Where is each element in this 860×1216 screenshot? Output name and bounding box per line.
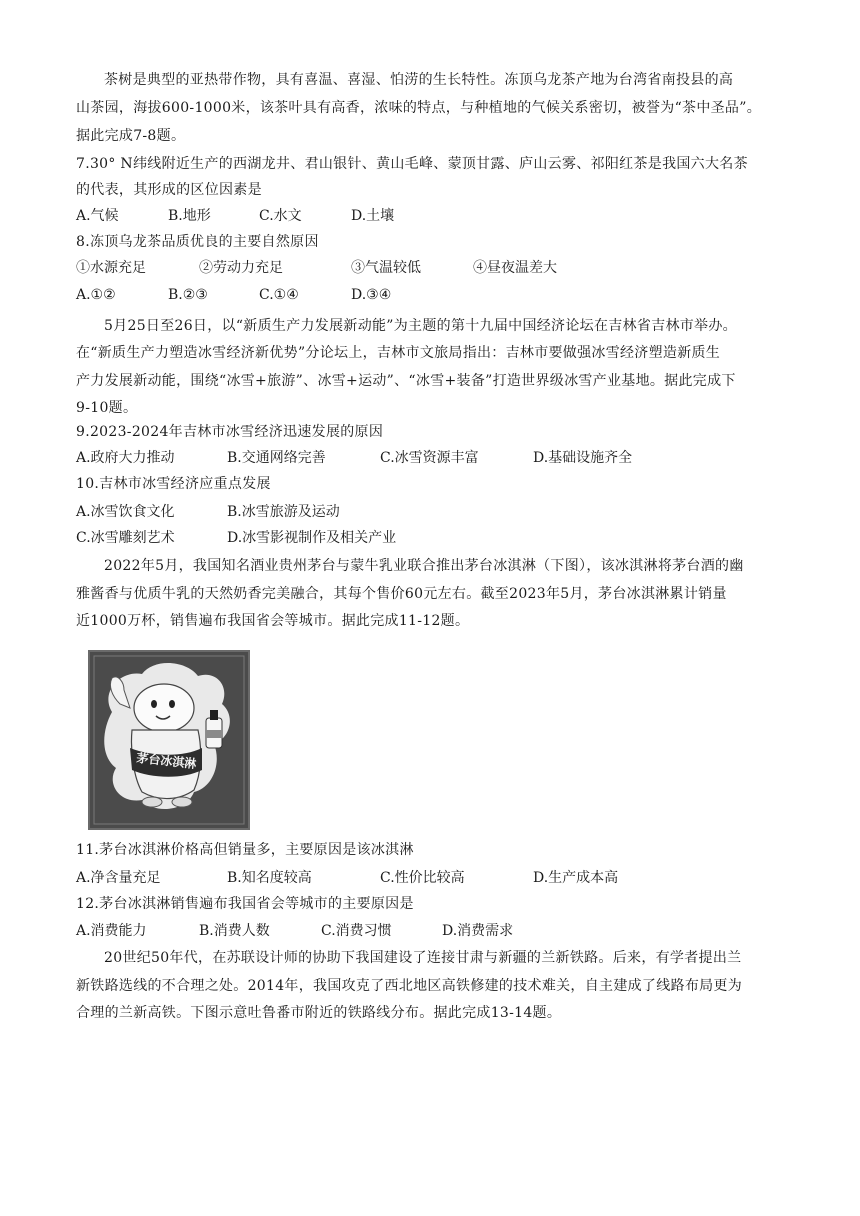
- passage4-line1: 20世纪50年代，在苏联设计师的协助下我国建设了连接甘肃与新疆的兰新铁路。后来，有学者提出兰: [104, 950, 742, 966]
- q12-option-d: D.消费需求: [442, 923, 514, 939]
- q11-option-d: D.生产成本高: [533, 870, 619, 886]
- passage3-line1: 2022年5月，我国知名酒业贵州茅台与蒙牛乳业联合推出茅台冰淇淋（下图），该冰淇淋将茅台酒的幽: [104, 558, 744, 574]
- q10-option-c: C.冰雪雕刻艺术: [76, 530, 175, 546]
- q9-option-c: C.冰雪资源丰富: [380, 450, 479, 466]
- passage3-line2: 雅酱香与优质牛乳的天然奶香完美融合，其每个售价60元左右。截至2023年5月，茅台冰淇淋累计销量: [76, 586, 727, 602]
- q7-option-a: A.气候: [76, 208, 119, 224]
- q10-stem: 10.吉林市冰雪经济应重点发展: [76, 476, 271, 492]
- passage2-line4: 9-10题。: [76, 400, 138, 416]
- ice-cream-figure: [88, 650, 250, 830]
- q8-option-b: B.②③: [168, 287, 208, 303]
- q11-stem: 11.茅台冰淇淋价格高但销量多，主要原因是该冰淇淋: [76, 842, 414, 858]
- q10-option-d: D.冰雪影视制作及相关产业: [227, 530, 397, 546]
- ice-cream-mascot-illustration: [90, 652, 248, 828]
- q7-option-d: D.土壤: [351, 208, 395, 224]
- passage2-line3: 产力发展新动能，围绕“冰雪+旅游”、冰雪+运动”、“冰雪+装备”打造世界级冰雪产业基地。据此完成下: [76, 373, 736, 389]
- q11-option-c: C.性价比较高: [380, 870, 465, 886]
- q8-item-4: ④昼夜温差大: [473, 260, 557, 276]
- q8-item-3: ③气温较低: [351, 260, 421, 276]
- q9-option-a: A.政府大力推动: [76, 450, 175, 466]
- ice-cream-label: 茅台冰淇淋: [135, 750, 197, 772]
- passage3-line3: 近1000万杯，销售遍布我国省会等城市。据此完成11-12题。: [76, 613, 470, 629]
- q8-option-d: D.③④: [351, 287, 392, 303]
- q8-item-1: ①水源充足: [76, 260, 146, 276]
- passage1-line2: 山茶园，海拔600-1000米，该茶叶具有高香，浓味的特点，与种植地的气候关系密切，被誉为“茶中圣品”。: [76, 100, 761, 116]
- q9-option-b: B.交通网络完善: [227, 450, 326, 466]
- q7-stem-line1: 7.30° N纬线附近生产的西湖龙井、君山银针、黄山毛峰、蒙顶甘露、庐山云雾、祁阳红茶是我国六大名茶: [76, 156, 748, 172]
- q7-option-c: C.水文: [259, 208, 302, 224]
- q10-option-b: B.冰雪旅游及运动: [227, 504, 340, 520]
- q8-stem: 8.冻顶乌龙茶品质优良的主要自然原因: [76, 234, 319, 250]
- q11-option-a: A.净含量充足: [76, 870, 161, 886]
- passage1-line3: 据此完成7-8题。: [76, 128, 186, 144]
- passage4-line3: 合理的兰新高铁。下图示意吐鲁番市附近的铁路线分布。据此完成13-14题。: [76, 1005, 562, 1021]
- q9-option-d: D.基础设施齐全: [533, 450, 633, 466]
- passage4-line2: 新铁路选线的不合理之处。2014年，我国攻克了西北地区高铁修建的技术难关，自主建成了线路布局更为: [76, 978, 743, 994]
- q12-option-a: A.消费能力: [76, 923, 147, 939]
- q12-option-c: C.消费习惯: [321, 923, 392, 939]
- q9-stem: 9.2023-2024年吉林市冰雪经济迅速发展的原因: [76, 424, 384, 440]
- q12-stem: 12.茅台冰淇淋销售遍布我国省会等城市的主要原因是: [76, 896, 414, 912]
- passage2-line1: 5月25日至26日，以“新质生产力发展新动能”为主题的第十九届中国经济论坛在吉林省吉林市举办。: [104, 318, 737, 334]
- q10-option-a: A.冰雪饮食文化: [76, 504, 175, 520]
- q8-option-a: A.①②: [76, 287, 116, 303]
- q7-option-b: B.地形: [168, 208, 211, 224]
- passage1-line1: 茶树是典型的亚热带作物，具有喜温、喜湿、怕涝的生长特性。冻顶乌龙茶产地为台湾省南投县的高: [104, 72, 734, 88]
- q11-option-b: B.知名度较高: [227, 870, 312, 886]
- passage2-line2: 在“新质生产力塑造冰雪经济新优势”分论坛上，吉林市文旅局指出：吉林市要做强冰雪经济塑造新质生: [76, 345, 721, 361]
- q8-item-2: ②劳动力充足: [199, 260, 283, 276]
- q8-option-c: C.①④: [259, 287, 299, 303]
- q7-stem-line2: 的代表，其形成的区位因素是: [76, 182, 262, 198]
- q12-option-b: B.消费人数: [199, 923, 270, 939]
